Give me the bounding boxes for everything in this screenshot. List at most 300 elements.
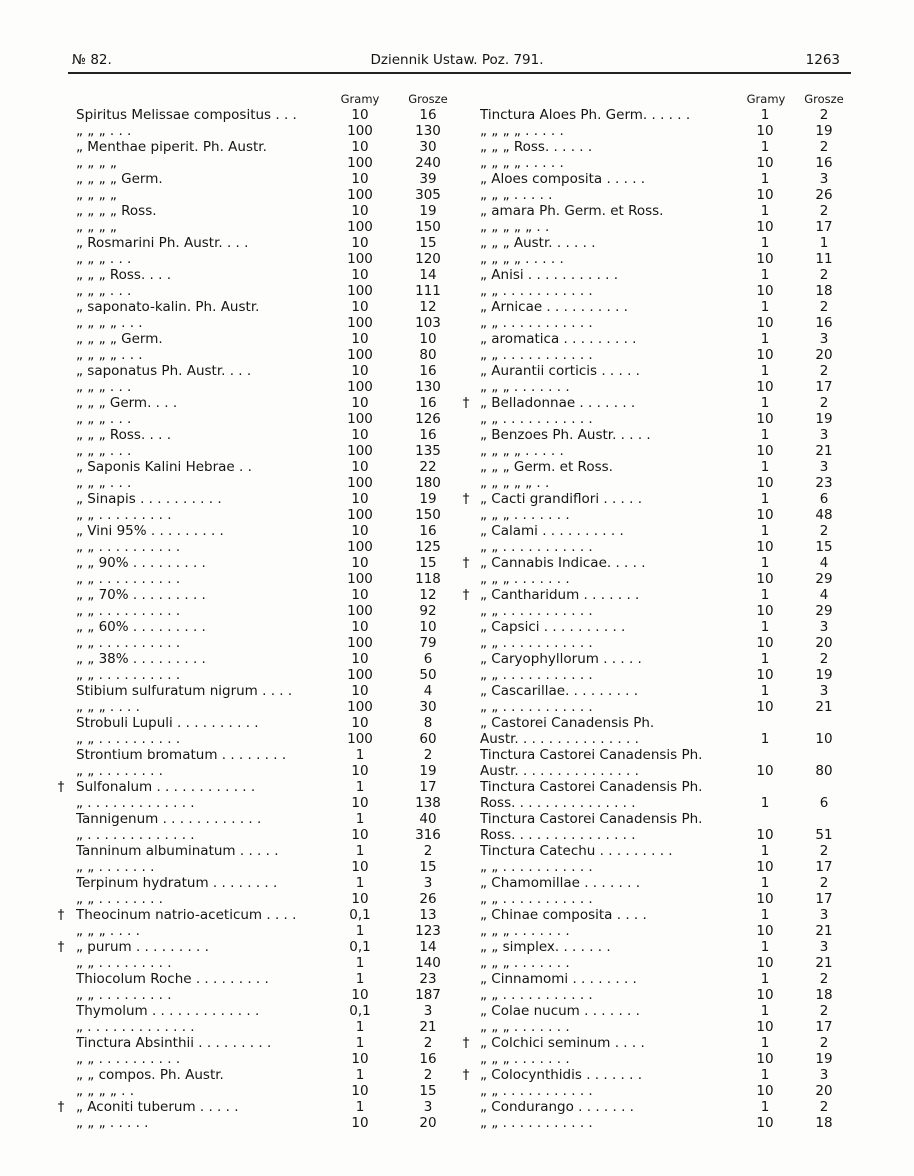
table-row [466, 1099, 848, 1115]
table-row [72, 427, 454, 443]
grams-value: 1 [760, 1099, 770, 1115]
grams-value: 100 [347, 347, 373, 363]
item-name: „ Benzoes Ph. Austr. . . . . [480, 427, 651, 443]
price-grosze: 316 [415, 827, 441, 843]
grams-value: 10 [756, 1051, 774, 1067]
table-row [466, 443, 848, 459]
price-grosze: 21 [815, 955, 833, 971]
item-name: Strobuli Lupuli . . . . . . . . . . [76, 715, 259, 731]
table-row [72, 955, 454, 971]
table-row [466, 283, 848, 299]
table-row [72, 251, 454, 267]
table-row [466, 299, 848, 315]
price-grosze: 19 [419, 763, 437, 779]
right-rows [462, 107, 848, 1131]
price-grosze: 3 [819, 683, 829, 699]
table-row [466, 715, 848, 731]
item-name: Stibium sulfuratum nigrum . . . . [76, 683, 293, 699]
item-name: „ „ 70% . . . . . . . . . [76, 587, 206, 603]
grams-header: Gramy [340, 92, 380, 106]
table-row [72, 1115, 454, 1131]
item-name: „ Saponis Kalini Hebrae . . [76, 459, 252, 475]
grams-value: 10 [756, 1115, 774, 1131]
price-grosze: 15 [419, 555, 437, 571]
item-name: Tinctura Castorei Canadensis Ph. [480, 811, 703, 827]
table-row [72, 1051, 454, 1067]
table-row [72, 491, 454, 507]
dagger-mark: † [462, 395, 470, 411]
table-row [466, 875, 848, 891]
grams-value: 1 [760, 363, 770, 379]
price-grosze: 3 [423, 1099, 433, 1115]
item-name: „ Chamomillae . . . . . . . [480, 875, 641, 891]
grams-value: 10 [756, 315, 774, 331]
item-name: „ Cascarillae. . . . . . . . . [480, 683, 639, 699]
table-row [466, 171, 848, 187]
table-row [466, 955, 848, 971]
grams-value: 10 [756, 443, 774, 459]
price-grosze: 15 [419, 235, 437, 251]
table-row [72, 315, 454, 331]
price-grosze: 135 [415, 443, 441, 459]
item-name: „ „ . . . . . . . . [76, 763, 163, 779]
item-name: Tinctura Absinthii . . . . . . . . . [76, 1035, 272, 1051]
table-row [466, 187, 848, 203]
item-name: Terpinum hydratum . . . . . . . . [76, 875, 278, 891]
grams-value: 1 [760, 427, 770, 443]
item-name: „ „ „ . . . . . . . [480, 379, 570, 395]
grams-value: 10 [351, 1115, 369, 1131]
grams-value: 1 [355, 747, 365, 763]
item-name: „ „ . . . . . . . . . . [76, 539, 181, 555]
item-name: „ „ . . . . . . . . . [76, 987, 172, 1003]
grams-value: 1 [355, 1035, 365, 1051]
grams-value: 10 [351, 891, 369, 907]
item-name: Thymolum . . . . . . . . . . . . . [76, 1003, 260, 1019]
grams-value: 10 [351, 139, 369, 155]
item-name: „ „ simplex. . . . . . . [480, 939, 611, 955]
grams-value: 100 [347, 283, 373, 299]
grams-value: 100 [347, 667, 373, 683]
table-row [72, 459, 454, 475]
journal-title: Dziennik Ustaw. Poz. 791. [370, 52, 544, 68]
table-row [57, 939, 454, 955]
grams-value: 10 [756, 699, 774, 715]
table-row [466, 507, 848, 523]
price-grosze: 17 [815, 379, 833, 395]
table-row [466, 1019, 848, 1035]
price-grosze: 22 [419, 459, 437, 475]
grams-value: 1 [760, 587, 770, 603]
item-name: „ „ „ Ross. . . . . . [480, 139, 593, 155]
table-row [72, 555, 454, 571]
table-row [72, 203, 454, 219]
table-row [72, 171, 454, 187]
table-row [72, 123, 454, 139]
table-row [72, 1019, 454, 1035]
grams-value: 0,1 [349, 939, 371, 955]
item-name: Tinctura Catechu . . . . . . . . . [480, 843, 673, 859]
dagger-mark: † [462, 491, 470, 507]
item-name: „ „ „ . . . [76, 411, 132, 427]
grams-value: 100 [347, 603, 373, 619]
table-row [72, 299, 454, 315]
price-grosze: 2 [819, 1099, 829, 1115]
grams-value: 1 [760, 843, 770, 859]
grams-value: 100 [347, 219, 373, 235]
grams-value: 1 [760, 1035, 770, 1051]
grams-value: 1 [760, 235, 770, 251]
price-grosze: 10 [419, 331, 437, 347]
table-row [72, 267, 454, 283]
table-row [466, 251, 848, 267]
grams-value: 10 [351, 523, 369, 539]
table-row [466, 699, 848, 715]
grams-value: 1 [760, 331, 770, 347]
price-grosze: 103 [415, 315, 441, 331]
table-row [72, 331, 454, 347]
table-row [57, 907, 454, 923]
price-grosze: 17 [419, 779, 437, 795]
item-name: „ „ „ . . . . . [76, 1115, 149, 1131]
grams-value: 1 [760, 971, 770, 987]
grams-value: 10 [351, 587, 369, 603]
item-name: „ . . . . . . . . . . . . . [76, 827, 195, 843]
dagger-mark: † [462, 1067, 470, 1083]
grams-value: 10 [351, 363, 369, 379]
item-name: „ „ „ . . . . . . . [480, 923, 570, 939]
table-row [466, 971, 848, 987]
item-name: „ Calami . . . . . . . . . . [480, 523, 624, 539]
table-row [466, 763, 848, 779]
item-name: „ Colchici seminum . . . . [480, 1035, 645, 1051]
item-name: „ „ . . . . . . . . . . . [480, 987, 593, 1003]
grams-value: 10 [756, 635, 774, 651]
item-name: „ „ . . . . . . . [76, 859, 155, 875]
price-grosze: 19 [815, 411, 833, 427]
price-grosze: 2 [819, 843, 829, 859]
grams-value: 0,1 [349, 1003, 371, 1019]
item-name: „ „ „ Ross. . . . [76, 267, 171, 283]
price-grosze: 18 [815, 283, 833, 299]
table-row [466, 1051, 848, 1067]
price-grosze: 16 [419, 363, 437, 379]
item-name: „ „ „ „ . . . [76, 347, 143, 363]
price-grosze: 2 [819, 1035, 829, 1051]
price-grosze: 17 [815, 891, 833, 907]
item-name: „ Cannabis Indicae. . . . . [480, 555, 646, 571]
price-grosze: 4 [819, 555, 829, 571]
item-name: „ Colocynthidis . . . . . . . [480, 1067, 642, 1083]
table-row [466, 123, 848, 139]
price-grosze: 23 [419, 971, 437, 987]
table-row [72, 363, 454, 379]
grams-value: 10 [351, 491, 369, 507]
price-grosze: 30 [419, 699, 437, 715]
table-row [466, 475, 848, 491]
table-row [466, 331, 848, 347]
grams-value: 10 [756, 891, 774, 907]
price-grosze: 2 [819, 651, 829, 667]
price-grosze: 20 [419, 1115, 437, 1131]
grams-value: 1 [760, 1067, 770, 1083]
table-row [466, 667, 848, 683]
table-row [72, 219, 454, 235]
table-row [466, 811, 848, 827]
item-name: „ „ . . . . . . . . . . . [480, 1083, 593, 1099]
item-name: „ „ . . . . . . . . . . . [480, 411, 593, 427]
table-row [72, 235, 454, 251]
table-row [466, 315, 848, 331]
grams-header: Gramy [746, 92, 786, 106]
header-rule [68, 72, 851, 74]
table-row [466, 843, 848, 859]
table-row [72, 571, 454, 587]
grams-value: 1 [760, 555, 770, 571]
table-row [466, 859, 848, 875]
table-row [72, 475, 454, 491]
table-row [72, 523, 454, 539]
item-name: „ „ . . . . . . . . . . [76, 603, 181, 619]
table-row [72, 619, 454, 635]
table-row [72, 667, 454, 683]
item-name: „ „ „ „ „ . . [480, 219, 550, 235]
item-name: „ „ „ . . . . [76, 699, 140, 715]
item-name: „ „ . . . . . . . . . [76, 507, 172, 523]
price-grosze: 3 [423, 875, 433, 891]
item-name: Tannigenum . . . . . . . . . . . . [76, 811, 262, 827]
grams-value: 1 [760, 203, 770, 219]
item-name: „ „ . . . . . . . . . . . [480, 891, 593, 907]
item-name: „ amara Ph. Germ. et Ross. [480, 203, 664, 219]
item-name: „ Capsici . . . . . . . . . . [480, 619, 626, 635]
table-row [72, 795, 454, 811]
table-row [72, 715, 454, 731]
table-row [466, 891, 848, 907]
price-grosze: 10 [815, 731, 833, 747]
journal-number: № 82. [72, 52, 112, 68]
grams-value: 10 [351, 459, 369, 475]
price-grosze: 2 [423, 1067, 433, 1083]
grams-value: 10 [756, 123, 774, 139]
price-grosze: 21 [815, 923, 833, 939]
item-name: „ „ . . . . . . . . [76, 891, 163, 907]
price-grosze: 12 [419, 299, 437, 315]
item-name: Tinctura Castorei Canadensis Ph. [480, 747, 703, 763]
item-name: „ „ . . . . . . . . . . . [480, 347, 593, 363]
table-row [466, 155, 848, 171]
item-name: „ Vini 95% . . . . . . . . . [76, 523, 224, 539]
price-grosze: 126 [415, 411, 441, 427]
grams-value: 1 [760, 907, 770, 923]
table-row [466, 939, 848, 955]
grams-value: 1 [355, 971, 365, 987]
grams-value: 100 [347, 571, 373, 587]
item-name: „ Arnicae . . . . . . . . . . [480, 299, 628, 315]
price-grosze: 187 [415, 987, 441, 1003]
grams-value: 10 [351, 827, 369, 843]
table-row [57, 779, 454, 795]
item-name: „ „ . . . . . . . . . . [76, 731, 181, 747]
grams-value: 1 [355, 875, 365, 891]
table-row [72, 651, 454, 667]
item-name: „ aromatica . . . . . . . . . [480, 331, 637, 347]
grams-value: 10 [351, 331, 369, 347]
item-name: „ „ . . . . . . . . . . . [480, 1115, 593, 1131]
price-grosze: 1 [819, 235, 829, 251]
grams-value: 10 [756, 283, 774, 299]
table-row [72, 1003, 454, 1019]
grams-value: 10 [756, 603, 774, 619]
table-row [462, 395, 848, 411]
grams-value: 10 [351, 683, 369, 699]
table-row [72, 811, 454, 827]
table-row [466, 523, 848, 539]
price-grosze: 240 [415, 155, 441, 171]
grams-value: 100 [347, 731, 373, 747]
price-grosze: 3 [423, 1003, 433, 1019]
table-row [72, 443, 454, 459]
item-name: „ „ . . . . . . . . . . . [480, 859, 593, 875]
table-row [72, 107, 454, 123]
table-row [72, 1035, 454, 1051]
price-grosze: 2 [423, 747, 433, 763]
grams-value: 1 [355, 955, 365, 971]
price-grosze: 150 [415, 507, 441, 523]
price-grosze: 19 [419, 203, 437, 219]
item-name: „ saponato-kalin. Ph. Austr. [76, 299, 260, 315]
grams-value: 1 [760, 939, 770, 955]
price-grosze: 6 [819, 795, 829, 811]
price-grosze: 111 [415, 283, 441, 299]
item-name: „ „ „ Germ. et Ross. [480, 459, 613, 475]
table-row [466, 363, 848, 379]
page-number: 1263 [805, 52, 840, 68]
table-row [72, 827, 454, 843]
price-grosze: 2 [819, 1003, 829, 1019]
price-grosze: 15 [419, 1083, 437, 1099]
table-row [72, 635, 454, 651]
price-grosze: 13 [419, 907, 437, 923]
item-name: „ „ . . . . . . . . . . [76, 1051, 181, 1067]
price-grosze: 40 [419, 811, 437, 827]
table-row [72, 763, 454, 779]
price-grosze: 16 [419, 1051, 437, 1067]
item-name: „ „ 60% . . . . . . . . . [76, 619, 206, 635]
item-name: „ „ „ „ . . . [76, 315, 143, 331]
table-row [466, 107, 848, 123]
price-grosze: 2 [423, 1035, 433, 1051]
item-name: „ „ „ Ross. . . . [76, 427, 171, 443]
table-row [466, 1115, 848, 1131]
grams-value: 1 [760, 267, 770, 283]
grams-value: 10 [351, 1083, 369, 1099]
table-row [462, 1035, 848, 1051]
table-row [72, 283, 454, 299]
grams-value: 10 [351, 235, 369, 251]
price-grosze: 29 [815, 603, 833, 619]
grams-value: 1 [355, 1019, 365, 1035]
table-row [72, 699, 454, 715]
item-name: „ Aconiti tuberum . . . . . [76, 1099, 239, 1115]
item-name: „ Aurantii corticis . . . . . [480, 363, 640, 379]
price-grosze: 16 [419, 107, 437, 123]
table-row [462, 587, 848, 603]
dagger-mark: † [57, 907, 65, 923]
item-name: „ Chinae composita . . . . [480, 907, 647, 923]
item-name: Ross. . . . . . . . . . . . . . . [480, 795, 636, 811]
item-name: „ . . . . . . . . . . . . . [76, 1019, 195, 1035]
grams-value: 10 [756, 667, 774, 683]
item-name: Strontium bromatum . . . . . . . . [76, 747, 287, 763]
column-header-left [72, 92, 454, 107]
price-grosze: 39 [419, 171, 437, 187]
price-grosze: 2 [819, 139, 829, 155]
table-row [72, 971, 454, 987]
table-row [462, 1067, 848, 1083]
grams-value: 10 [756, 1083, 774, 1099]
grams-value: 10 [756, 571, 774, 587]
table-row [72, 139, 454, 155]
item-name: „ „ . . . . . . . . . . . [480, 699, 593, 715]
grams-value: 1 [760, 395, 770, 411]
price-grosze: 20 [815, 635, 833, 651]
grams-value: 1 [760, 523, 770, 539]
grams-value: 10 [756, 475, 774, 491]
item-name: „ „ „ Germ. . . . [76, 395, 178, 411]
price-grosze: 26 [419, 891, 437, 907]
table-row [466, 347, 848, 363]
table-row [466, 683, 848, 699]
table-row [72, 1067, 454, 1083]
grams-value: 1 [760, 139, 770, 155]
item-name: „ „ . . . . . . . . . . . [480, 315, 593, 331]
item-name: „ Sinapis . . . . . . . . . . [76, 491, 222, 507]
table-row [72, 347, 454, 363]
grams-value: 10 [756, 347, 774, 363]
item-name: „ „ „ „ . . . . . [480, 155, 564, 171]
item-name: Tinctura Aloes Ph. Germ. . . . . . [480, 107, 691, 123]
price-grosze: 2 [819, 299, 829, 315]
grams-value: 10 [756, 827, 774, 843]
grams-value: 10 [756, 187, 774, 203]
item-name: „ „ „ . . . . . . . [480, 955, 570, 971]
grams-value: 10 [756, 859, 774, 875]
table-row [466, 603, 848, 619]
table-row [72, 747, 454, 763]
item-name: „ „ „ „ [76, 219, 117, 235]
table-row [72, 155, 454, 171]
table-row [466, 795, 848, 811]
price-grosze: 2 [819, 523, 829, 539]
grams-value: 100 [347, 123, 373, 139]
item-name: „ „ . . . . . . . . . . [76, 571, 181, 587]
grams-value: 10 [351, 1051, 369, 1067]
price-grosze: 16 [419, 523, 437, 539]
item-name: „ „ „ Austr. . . . . . [480, 235, 596, 251]
grams-value: 10 [756, 923, 774, 939]
grams-value: 100 [347, 251, 373, 267]
item-name: „ „ „ . . . [76, 251, 132, 267]
price-grosze: 21 [419, 1019, 437, 1035]
table-row [466, 651, 848, 667]
price-grosze: 19 [815, 1051, 833, 1067]
item-name: „ Castorei Canadensis Ph. [480, 715, 655, 731]
grams-value: 10 [756, 539, 774, 555]
grams-value: 10 [756, 507, 774, 523]
table-row [466, 907, 848, 923]
item-name: „ „ . . . . . . . . . . [76, 635, 181, 651]
